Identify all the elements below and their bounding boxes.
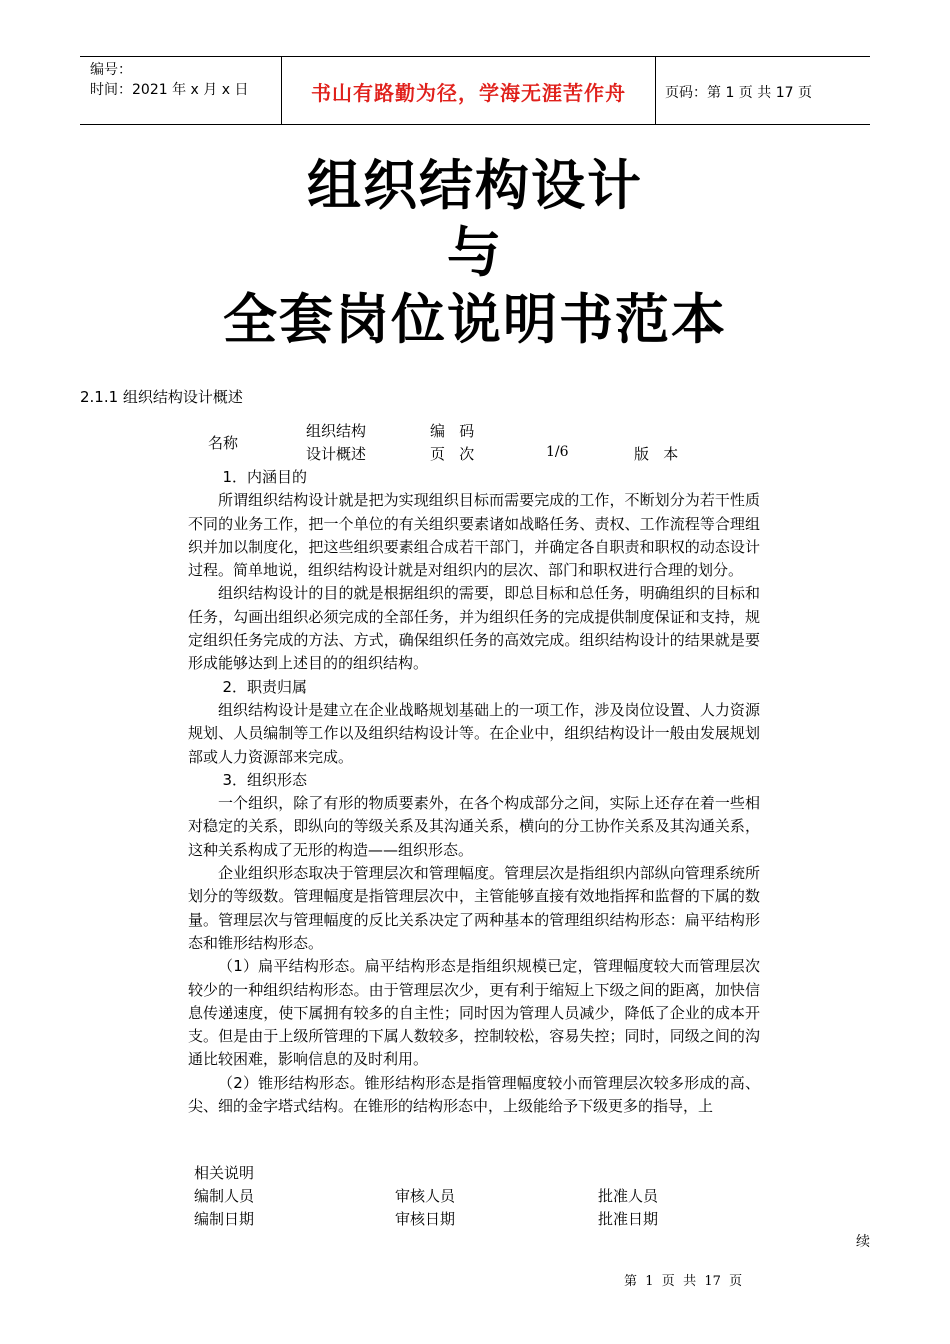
meta-page-label: 页 次 [430,445,475,463]
subheading-responsibility: 2．职责归属 [222,677,308,696]
paragraph: 所谓组织结构设计就是把为实现组织目标而需要完成的工作，不断划分为若干性质不同的业务工作，把一个单位的有关组织要素诸如战略任务、责权、工作流程等合理组织并加以制度化，把这些组织要素组合成若干部门，并确定各自职责和职权的动态设计过程。简单地说，组织结构设计就是对组织内的层次、部门和职权进行合理的划分。 [188,491,760,580]
footer-author-date-label: 编制日期 [194,1210,255,1228]
header-meta [90,60,248,100]
title-line-1: 组织结构设计 [307,153,643,217]
footer-reviewer-label: 审核人员 [395,1187,456,1205]
meta-name-label: 名称 [208,434,239,452]
body-text [188,466,760,1118]
meta-code-label: 编 码 [430,422,475,440]
footer-review-date-label: 审核日期 [395,1210,456,1228]
footer-notes-label: 相关说明 [194,1164,255,1182]
meta-version-label: 版 本 [634,445,679,463]
paragraph: 一个组织，除了有形的物质要素外，在各个构成部分之间，实际上还存在着一些相对稳定的关系，即纵向的等级关系及其沟通关系，横向的分工协作关系及其沟通关系，这种关系构成了无形的构造——组织形态。 [188,794,760,859]
header-motto: 书山有路勤为径，学海无涯苦作舟 [311,80,626,105]
title-line-2: 与 [447,220,503,284]
section-heading: 2.1.1 组织结构设计概述 [80,388,243,406]
paragraph: 企业组织形态取决于管理层次和管理幅度。管理层次是指组织内部纵向管理系统所划分的等级数。管理幅度是指管理层次中，主管能够直接有效地指挥和监督的下属的数量。管理层次与管理幅度的反比关系决定了两种基本的管理组织结构形态：扁平结构形态和锥形结构形态。 [188,864,760,952]
meta-page-value: 1/6 [546,444,569,460]
header-page-info: 页码：第 1 页 共 17 页 [665,85,812,101]
continued-mark: 续 [856,1234,870,1250]
footer-approve-date-label: 批准日期 [598,1210,659,1228]
subheading-organization-form: 3．组织形态 [222,770,308,789]
title-line-3: 全套岗位说明书范本 [223,287,727,351]
meta-name-value-line1: 组织结构 [306,422,367,440]
document-number-label: 编号： [90,62,132,78]
footer-author-label: 编制人员 [194,1187,255,1205]
subheading-purpose: 1．内涵目的 [222,468,308,486]
page-footer: 第 1 页 共 17 页 [624,1274,743,1289]
footer-approver-label: 批准人员 [598,1187,659,1205]
paragraph: 组织结构设计是建立在企业战略规划基础上的一项工作，涉及岗位设置、人力资源规划、人员编制等工作以及组织结构设计等。在企业中，组织结构设计一般由发展规划部或人力资源部来完成。 [188,700,760,766]
header-divider-right [655,57,656,125]
paragraph: （2）锥形结构形态。锥形结构形态是指管理幅度较小而管理层次较多形成的高、尖、细的金字塔式结构。在锥形的结构形态中，上级能给予下级更多的指导，上 [188,1073,760,1116]
paragraph: （1）扁平结构形态。扁平结构形态是指组织规模已定，管理幅度较大而管理层次较少的一种组织结构形态。由于管理层次少，更有利于缩短上下级之间的距离，加快信息传递速度，使下属拥有较多的自主性；同时因为管理人员减少，降低了企业的成本开支。但是由于上级所管理的下属人数较多，控制较松，容易失控；同时，同级之间的沟通比较困难，影响信息的及时利用。 [188,957,760,1069]
paragraph: 组织结构设计的目的就是根据组织的需要，即总目标和总任务，明确组织的目标和任务，勾画出组织必须完成的全部任务，并为组织任务的完成提供制度保证和支持，规定组织任务完成的方法、方式，确保组织任务的高效完成。组织结构设计的结果就是要形成能够达到上述目的的组织结构。 [188,584,760,673]
meta-name-value-line2: 设计概述 [306,445,367,463]
document-time-label: 时间：2021 年 x 月 x 日 [90,82,249,98]
